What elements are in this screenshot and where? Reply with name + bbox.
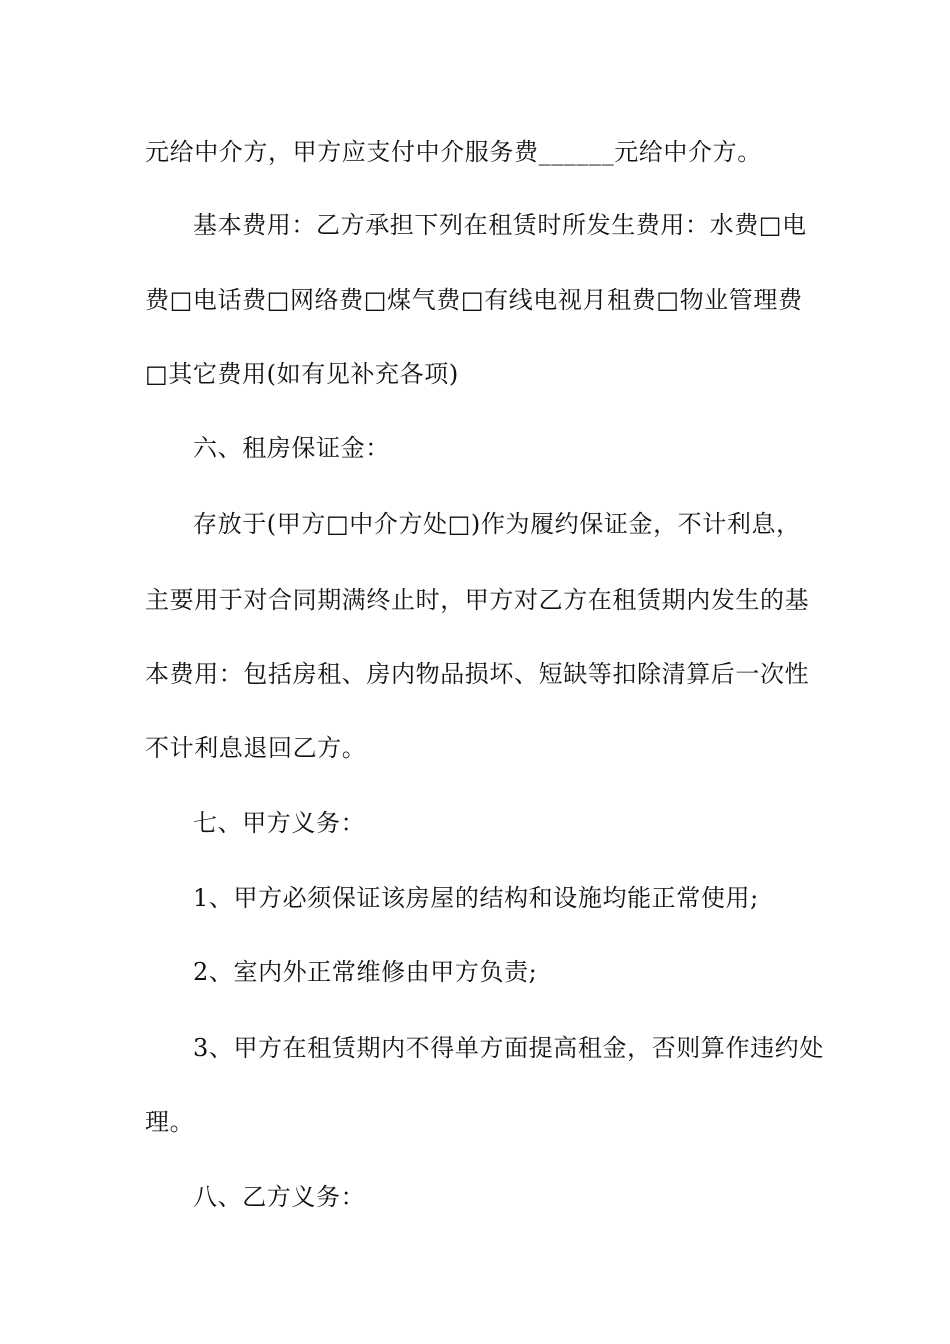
text-line-13: 3、甲方在租赁期内不得单方面提高租金，否则算作违约处 bbox=[193, 1034, 824, 1062]
text-line-14: 理。 bbox=[145, 1108, 195, 1136]
text-line-8: 本费用：包括房租、房内物品损坏、短缺等扣除清算后一次性 bbox=[145, 660, 810, 688]
text-line-7: 主要用于对合同期满终止时，甲方对乙方在租赁期内发生的基 bbox=[145, 586, 810, 614]
text-line-12: 2、室内外正常维修由甲方负责; bbox=[193, 958, 538, 986]
text-line-2: 基本费用：乙方承担下列在租赁时所发生费用：水费□电 bbox=[193, 211, 807, 239]
text-line-4: □其它费用(如有见补充各项) bbox=[145, 360, 459, 388]
section-heading-8: 八、乙方义务： bbox=[193, 1183, 366, 1211]
text-line-9: 不计利息退回乙方。 bbox=[145, 734, 367, 762]
section-heading-7: 七、甲方义务： bbox=[193, 809, 366, 837]
text-line-6: 存放于(甲方□中介方处□)作为履约保证金，不计利息， bbox=[193, 510, 801, 538]
text-line-11: 1、甲方必须保证该房屋的结构和设施均能正常使用; bbox=[193, 884, 759, 912]
text-line-3: 费□电话费□网络费□煤气费□有线电视月租费□物业管理费 bbox=[145, 286, 803, 314]
text-line-1: 元给中介方，甲方应支付中介服务费______元给中介方。 bbox=[145, 138, 762, 166]
section-heading-6: 六、租房保证金： bbox=[193, 434, 390, 462]
